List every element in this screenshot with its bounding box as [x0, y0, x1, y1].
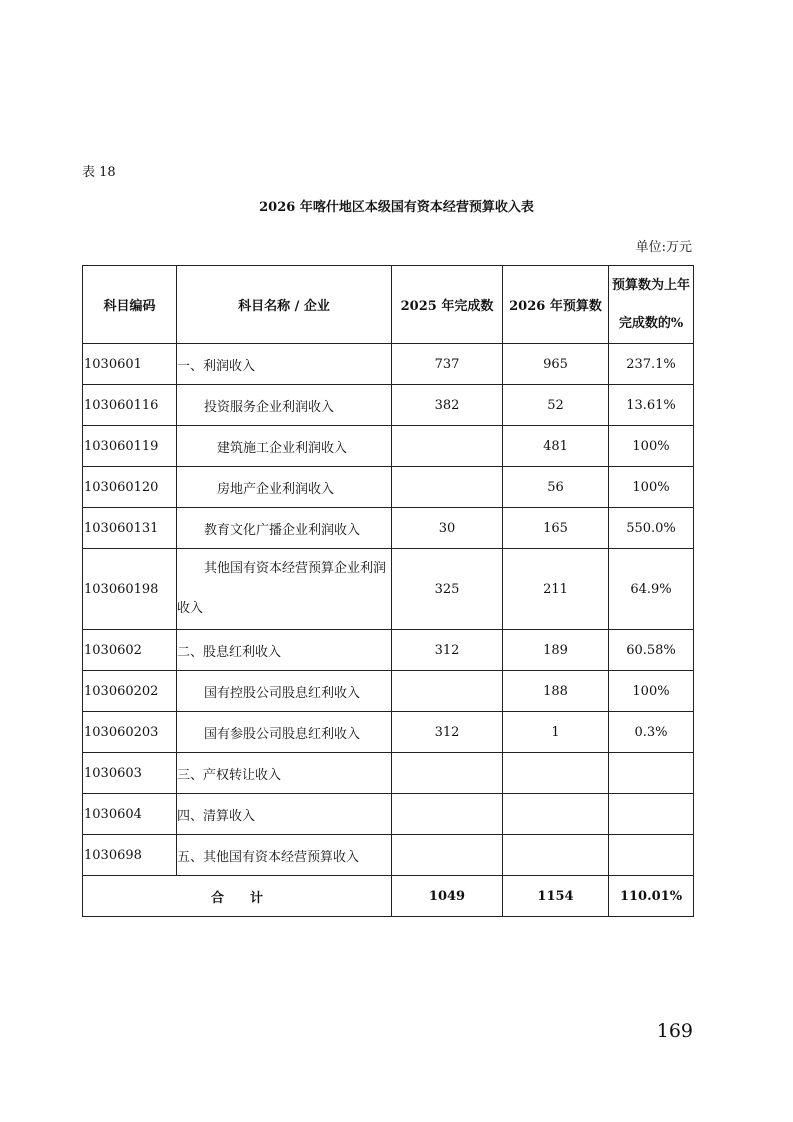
row-2025: 325 — [392, 549, 503, 630]
page-title: 2026 年喀什地区本级国有资本经营预算收入表 — [259, 200, 534, 215]
row-2026 — [503, 753, 609, 794]
row-pct: 550.0% — [609, 508, 694, 549]
row-pct: 13.61% — [609, 385, 694, 426]
row-2026 — [503, 794, 609, 835]
row-2025: 30 — [392, 508, 503, 549]
page-number: 169 — [656, 1020, 693, 1042]
header-2025: 2025 年完成数 — [392, 266, 503, 344]
row-code: 1030601 — [83, 344, 177, 385]
table-row — [83, 344, 694, 385]
row-2025: 312 — [392, 630, 503, 671]
row-2025: 737 — [392, 344, 503, 385]
row-name: 国有参股公司股息红利收入 — [177, 712, 392, 753]
row-2025 — [392, 835, 503, 876]
row-2025 — [392, 753, 503, 794]
row-code: 1030603 — [83, 753, 177, 794]
row-2026: 188 — [503, 671, 609, 712]
row-pct: 64.9% — [609, 549, 694, 630]
row-2026: 481 — [503, 426, 609, 467]
row-pct: 0.3% — [609, 712, 694, 753]
table-row — [83, 385, 694, 426]
row-name: 三、产权转让收入 — [177, 753, 392, 794]
table-row — [83, 835, 694, 876]
row-2025: 312 — [392, 712, 503, 753]
row-2025 — [392, 467, 503, 508]
row-code: 103060131 — [83, 508, 177, 549]
unit-label: 单位:万元 — [635, 240, 692, 255]
row-pct: 100% — [609, 671, 694, 712]
table-row — [83, 549, 694, 630]
row-code: 1030604 — [83, 794, 177, 835]
table-row — [83, 753, 694, 794]
row-2026: 189 — [503, 630, 609, 671]
row-code: 103060202 — [83, 671, 177, 712]
table-row — [83, 712, 694, 753]
row-pct: 60.58% — [609, 630, 694, 671]
row-name: 一、利润收入 — [177, 344, 392, 385]
row-name: 房地产企业利润收入 — [177, 467, 392, 508]
row-name: 二、股息红利收入 — [177, 630, 392, 671]
row-2026: 965 — [503, 344, 609, 385]
row-code: 1030602 — [83, 630, 177, 671]
row-2026: 1 — [503, 712, 609, 753]
row-pct — [609, 753, 694, 794]
table-row — [83, 794, 694, 835]
row-2025 — [392, 671, 503, 712]
row-name: 四、清算收入 — [177, 794, 392, 835]
row-name: 教育文化广播企业利润收入 — [177, 508, 392, 549]
header-2026: 2026 年预算数 — [503, 266, 609, 344]
total-2026: 1154 — [503, 876, 609, 917]
row-name: 其他国有资本经营预算企业利润 收入 — [177, 549, 392, 630]
row-name: 国有控股公司股息红利收入 — [177, 671, 392, 712]
table-header-row — [83, 266, 694, 344]
total-label: 合 计 — [83, 876, 392, 917]
row-pct: 237.1% — [609, 344, 694, 385]
table-row — [83, 671, 694, 712]
table-row — [83, 630, 694, 671]
row-2026: 52 — [503, 385, 609, 426]
row-pct — [609, 794, 694, 835]
row-pct — [609, 835, 694, 876]
row-name: 五、其他国有资本经营预算收入 — [177, 835, 392, 876]
row-2026 — [503, 835, 609, 876]
row-2026: 211 — [503, 549, 609, 630]
header-pct: 预算数为上年 完成数的% — [609, 266, 694, 344]
total-pct: 110.01% — [609, 876, 694, 917]
revenue-table — [82, 265, 694, 917]
row-code: 103060203 — [83, 712, 177, 753]
row-2025: 382 — [392, 385, 503, 426]
table-row — [83, 508, 694, 549]
total-row — [83, 876, 694, 917]
header-name: 科目名称 / 企业 — [177, 266, 392, 344]
row-name: 建筑施工企业利润收入 — [177, 426, 392, 467]
row-name: 投资服务企业利润收入 — [177, 385, 392, 426]
row-pct: 100% — [609, 467, 694, 508]
row-code: 103060116 — [83, 385, 177, 426]
table-label: 表 18 — [82, 165, 116, 180]
row-code: 103060198 — [83, 549, 177, 630]
row-code: 103060119 — [83, 426, 177, 467]
table-row — [83, 426, 694, 467]
table-row — [83, 467, 694, 508]
row-code: 103060120 — [83, 467, 177, 508]
total-2025: 1049 — [392, 876, 503, 917]
row-2026: 56 — [503, 467, 609, 508]
header-code: 科目编码 — [83, 266, 177, 344]
row-2026: 165 — [503, 508, 609, 549]
row-2025 — [392, 794, 503, 835]
row-code: 1030698 — [83, 835, 177, 876]
row-2025 — [392, 426, 503, 467]
row-pct: 100% — [609, 426, 694, 467]
